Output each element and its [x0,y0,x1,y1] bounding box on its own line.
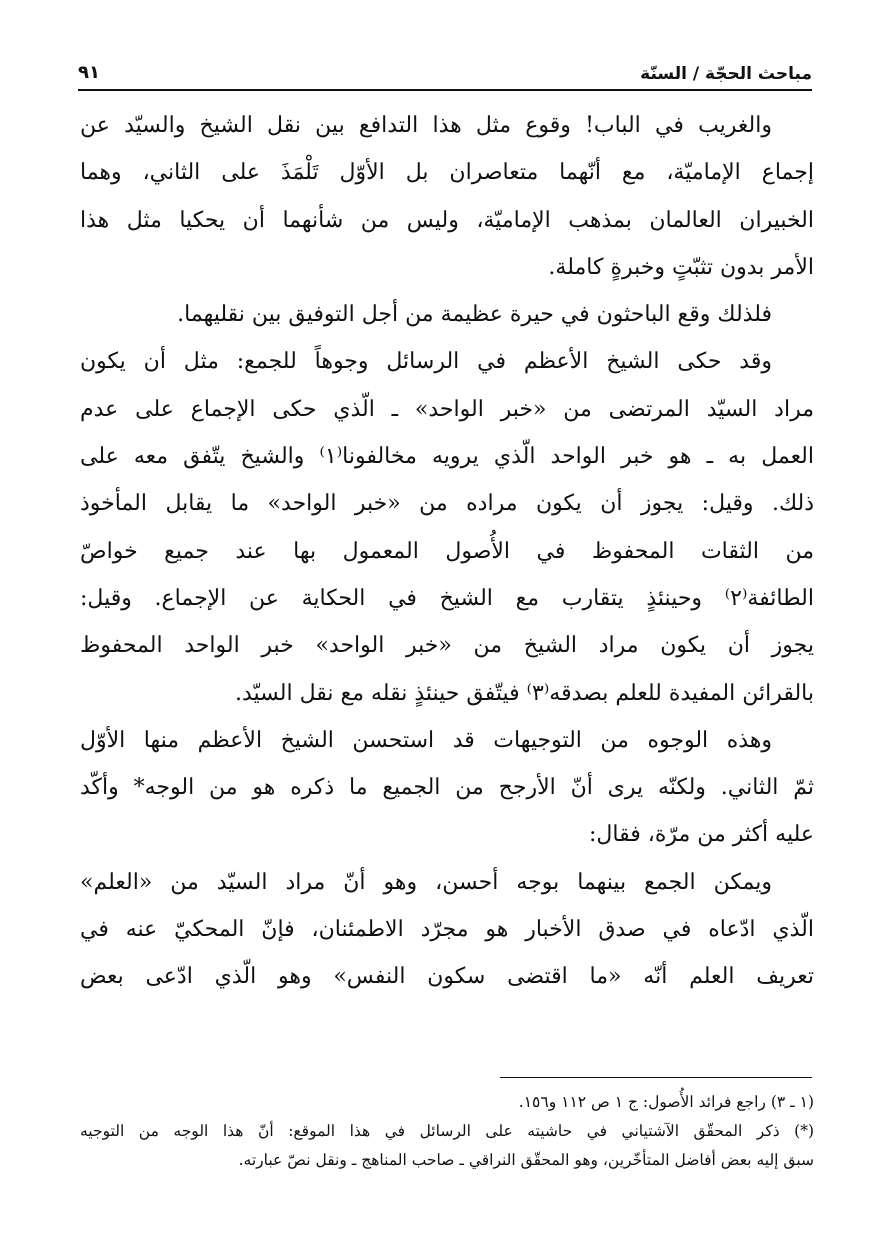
header-rule [78,89,812,91]
text-line: عليه أكثر من مرّة، فقال: [588,822,814,848]
text-line: تعريف العلم أنّه «ما اقتضى سكون النفس» وهو الّذي ادّعى بعض [80,964,814,990]
text-line: فلذلك وقع الباحثون في حيرة عظيمة من أجل التوفيق بين نقليهما. [177,302,772,328]
text-line: ذلك. وقيل: يجوز أن يكون مراده من «خبر الواحد» ما يقابل المأخوذ [80,491,814,517]
page-number: ٩١ [78,62,100,83]
text-line: الطائفة⁽٢⁾ وحينئذٍ يتقارب مع الشيخ في الحكاية عن الإجماع. وقيل: [80,585,814,611]
text-line: العمل به ـ هو خبر الواحد الّذي يرويه مخالفونا⁽١⁾ والشيخ يتّفق معه على [80,444,815,470]
text-line: ويمكن الجمع بينهما بوجه أحسن، وهو أنّ مراد السيّد من «العلم» [80,869,772,895]
text-line: وقد حكى الشيخ الأعظم في الرسائل وجوهاً للجمع: مثل أن يكون [80,349,772,375]
text-line: الخبيران العالمان بمذهب الإماميّة، وليس من شأنهما أن يحكيا مثل هذا [80,207,814,233]
footnote-rule [500,1077,812,1078]
text-line: ثمّ الثاني. ولكنّه يرى أنّ الأرجح من الجميع ما ذكره هو من الوجه* وأكّد [80,775,814,801]
footnotes [80,1088,814,1175]
footnote: (*) ذكر المحقّق الآشتياني في حاشيته على الرسائل في هذا الموقع: أنّ هذا الوجه من التوجيه [80,1122,814,1140]
footnote: سبق إليه بعض أفاضل المتأخّرين، وهو المحقّق النراقي ـ صاحب المناهج ـ ونقل نصّ عبارته. [238,1151,814,1169]
text-line: بالقرائن المفيدة للعلم بصدقه⁽٣⁾ فيتّفق حينئذٍ نقله مع نقل السيّد. [234,680,814,706]
text-line: مراد السيّد المرتضى من «خبر الواحد» ـ الّذي حكى الإجماع على عدم [80,396,814,422]
text-line: والغريب في الباب! وقوع مثل هذا التدافع بين نقل الشيخ والسيّد عن [80,113,772,138]
text-line: الّذي ادّعاه في صدق الأخبار هو مجرّد الاطمئنان، فإنّ المحكيّ عنه في [80,917,814,943]
running-title: مباحث الحجّة / السنّة [640,64,812,84]
text-line: وهذه الوجوه من التوجيهات قد استحسن الشيخ الأعظم منها الأوّل [80,727,772,753]
text-line: يجوز أن يكون مراد الشيخ من «خبر الواحد» خبر الواحد المحفوظ [80,633,814,659]
text-line: الأمر بدون تثبّتٍ وخبرةٍ كاملة. [548,254,814,280]
footnote: (١ ـ ٣) راجع فرائد الأُصول: ج ١ ص ١١٢ و١٥٦. [518,1093,814,1111]
body-text [80,102,814,1001]
running-header [78,60,812,90]
text-line: من الثقات المحفوظ في الأُصول المعمول بها عند جميع خواصّ [80,538,814,564]
text-line: إجماع الإماميّة، مع أنّهما متعاصران بل الأوّل تَلْمَذَ على الثاني، وهما [80,160,814,186]
